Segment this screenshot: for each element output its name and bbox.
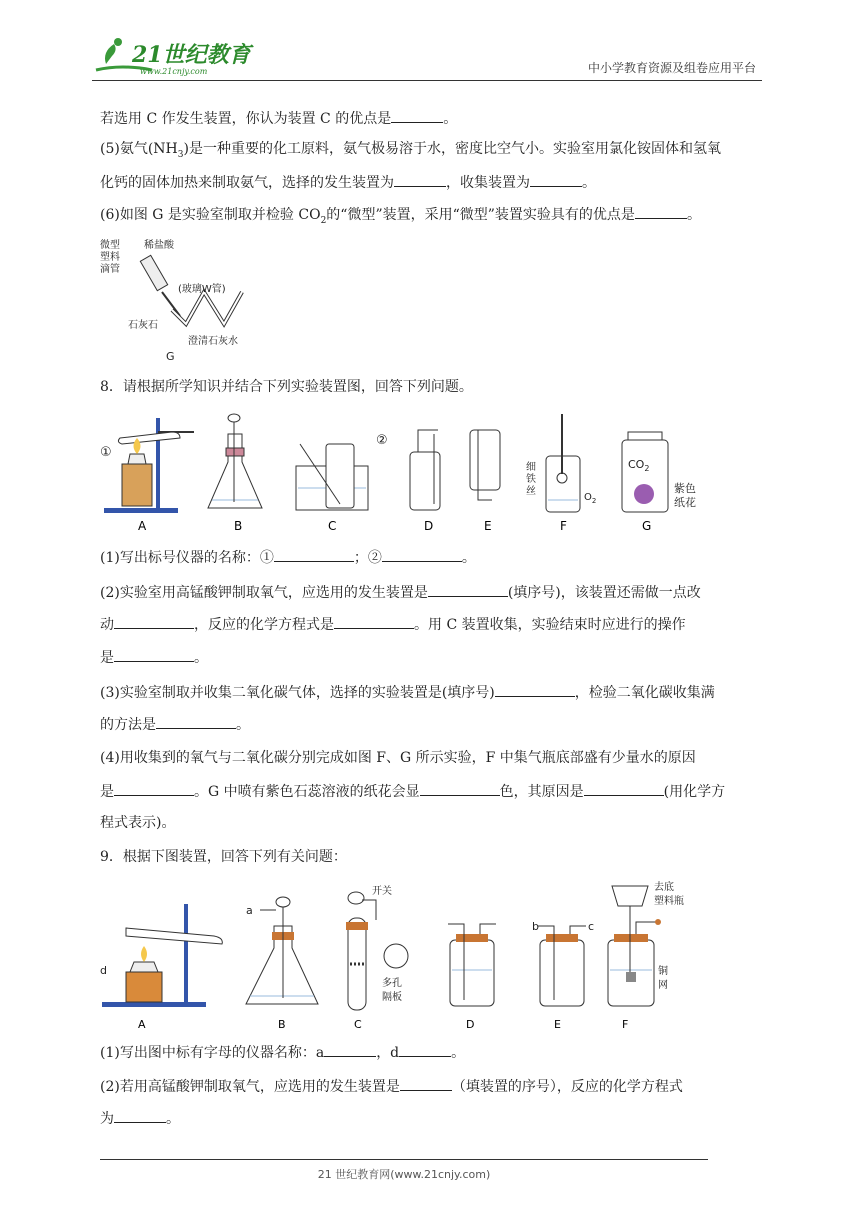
label-mesh: 铜 — [658, 966, 668, 977]
text-line: 为 。 — [100, 1108, 180, 1128]
label-dropper: 滴管 — [100, 264, 120, 275]
text-line: (6)如图 G 是实验室制取并检验 $CO_2$的“微型”装置，采用“微型”装置实验具有的优点是 。 — [100, 204, 701, 230]
caption-a: A — [138, 519, 147, 533]
apparatus-b — [246, 897, 318, 1004]
caption-g: G — [642, 519, 652, 533]
text-line: (4)用收集到的氧气与二氧化碳分别完成如图 F、G 所示实验，F 中集气瓶底部盛有少量水的原因 — [100, 750, 696, 766]
page-footer: 21 世纪教育网(www.21cnjy.com) — [317, 1168, 491, 1181]
text-line: (2)实验室用高锰酸钾制取氧气，应选用的发生装置是 (填序号)，该装置还需做一点改 — [100, 582, 701, 602]
label-mesh: 网 — [658, 980, 668, 991]
label-flower: 紫色 — [674, 482, 696, 495]
label-plate: 隔板 — [382, 992, 402, 1003]
apparatus-d — [410, 430, 440, 510]
text-line: (1)写出标号仪器的名称：① ；② 。 — [100, 547, 476, 567]
caption-d: D — [466, 1018, 475, 1031]
caption-f: F — [560, 519, 567, 533]
text-line: 的方法是 。 — [100, 714, 250, 734]
label-flower: 纸花 — [674, 496, 696, 509]
page-header — [92, 30, 762, 81]
text-line: 是 。 — [100, 647, 208, 667]
question-8: 8．请根据所学知识并结合下列实验装置图，回答下列问题。 — [100, 379, 473, 395]
apparatus-c — [296, 433, 388, 510]
letter-a: a — [246, 904, 253, 917]
label-wire: 铁 — [526, 474, 536, 485]
question-9: 9．根据下图装置，回答下列有关问题： — [100, 849, 347, 865]
apparatus-a — [100, 418, 194, 513]
apparatus-d — [448, 924, 496, 1006]
text-line: 程式表示)。 — [100, 815, 176, 831]
label-limestone: 石灰石 — [128, 320, 158, 331]
text-line: (3)实验室制取并收集二氧化碳气体，选择的实验装置是(填序号) ，检验二氧化碳收集满 — [100, 682, 715, 702]
text-line: 若选用 C 作发生装置，你认为装置 C 的优点是 。 — [100, 108, 457, 128]
caption-e: E — [484, 519, 492, 533]
apparatus-b — [208, 414, 262, 508]
apparatus-a — [100, 904, 222, 1007]
caption-f: F — [622, 1018, 629, 1031]
label-dropper: 微型 — [100, 240, 120, 251]
text-line: (1)写出图中标有字母的仪器名称：a ，d 。 — [100, 1042, 465, 1062]
text-line: (2)若用高锰酸钾制取氧气，应选用的发生装置是 （填装置的序号），反应的化学方程式 — [100, 1076, 683, 1096]
letter-c: c — [588, 920, 595, 933]
caption-e: E — [554, 1018, 561, 1031]
mark-1: ① — [100, 445, 112, 460]
letter-b: b — [532, 920, 539, 933]
text-line: (5)氨气$(NH_3)$是一种重要的化工原料，氨气极易溶于水，密度比空气小。实验室用氯化铵固体和氢氧 — [100, 141, 721, 160]
label-wtube: (玻璃W管) — [178, 284, 226, 295]
label-wire: 细 — [526, 462, 536, 473]
site-logo — [92, 34, 272, 78]
figure-g — [100, 236, 260, 364]
label-co2: $CO_2$ — [628, 458, 650, 473]
label-dropper: 塑料 — [100, 252, 120, 263]
figure-8-apparatus — [100, 404, 720, 536]
figure-caption: G — [166, 350, 175, 363]
caption-c: C — [328, 519, 337, 533]
apparatus-e — [532, 920, 594, 1006]
label-plate: 多孔 — [382, 978, 402, 989]
apparatus-e — [470, 430, 500, 500]
caption-c: C — [354, 1018, 362, 1031]
apparatus-c — [346, 885, 408, 1010]
label-o2: $O_2$ — [584, 492, 597, 505]
letter-d: d — [100, 964, 107, 977]
platform-name: 中小学教育资源及组卷应用平台 — [587, 61, 756, 75]
footer-divider — [100, 1159, 708, 1160]
label-limewater: 澄清石灰水 — [188, 336, 238, 347]
figure-9-apparatus — [96, 876, 716, 1034]
caption-a: A — [138, 1018, 146, 1031]
text-line: 是 。G 中喷有紫色石蕊溶液的纸花会显 色，其原因是 (用化学方 — [100, 781, 725, 801]
label-acid: 稀盐酸 — [144, 240, 174, 251]
text-line: 化钙的固体加热来制取氨气，选择的发生装置为 ，收集装置为 。 — [100, 172, 596, 192]
logo-url: www.21cnjy.com — [140, 67, 208, 76]
text-line: 动 ，反应的化学方程式是 。用 C 装置收集，实验结束时应进行的操作 — [100, 614, 686, 634]
label-switch: 开关 — [372, 886, 392, 897]
caption-b: B — [278, 1018, 286, 1031]
label-bottle: 去底 — [654, 882, 674, 893]
apparatus-g — [622, 432, 696, 512]
label-bottle: 塑料瓶 — [654, 896, 684, 907]
mark-2: ② — [376, 433, 388, 448]
apparatus-f — [526, 414, 596, 512]
apparatus-f — [608, 880, 684, 1006]
caption-b: B — [234, 519, 243, 533]
logo-text: 21世纪教育 — [132, 42, 251, 68]
label-wire: 丝 — [526, 486, 536, 497]
caption-d: D — [424, 519, 434, 533]
